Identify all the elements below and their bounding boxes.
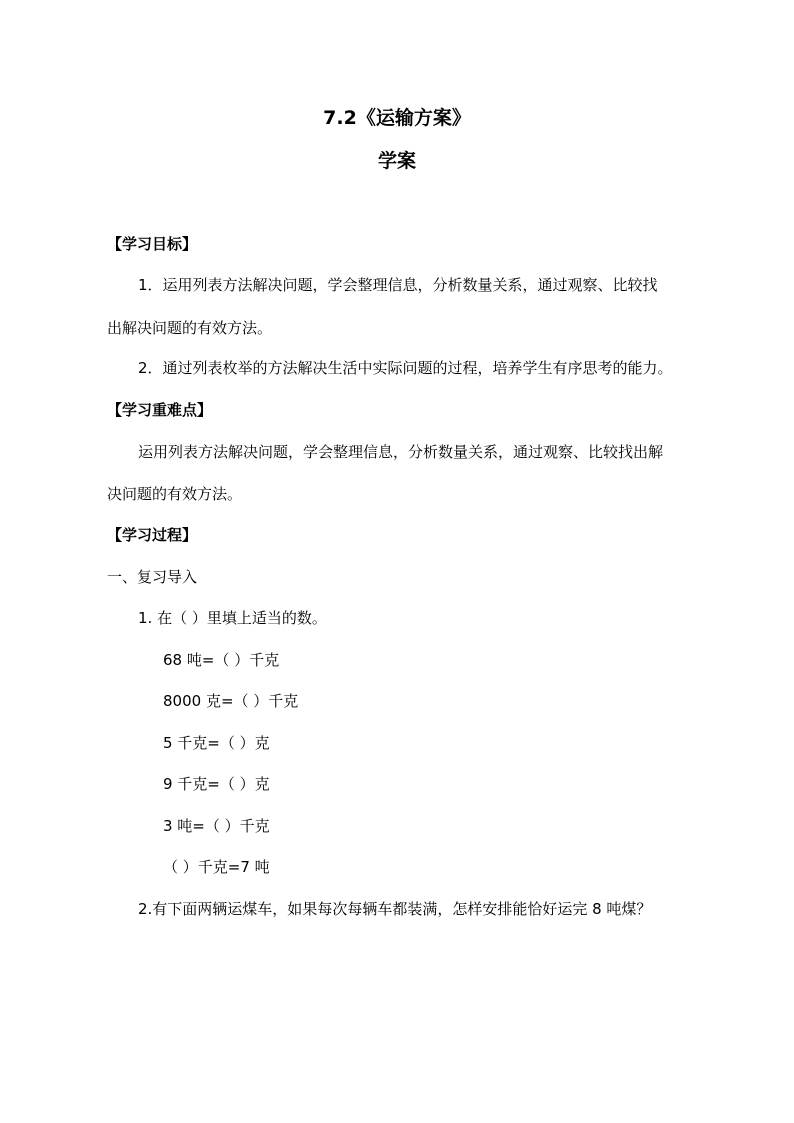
fill-item: 3 吨=（ ）千克 <box>163 817 270 835</box>
key-points-heading: 【学习重难点】 <box>107 401 213 419</box>
objective-1-line-1: 1．运用列表方法解决问题，学会整理信息，分析数量关系，通过观察、比较找 <box>138 276 658 294</box>
question-1: 1. 在（ ）里填上适当的数。 <box>138 609 327 627</box>
question-2: 2.有下面两辆运煤车，如果每次每辆车都装满，怎样安排能恰好运完 8 吨煤？ <box>138 900 652 918</box>
fill-item: （ ）千克=7 吨 <box>163 858 270 876</box>
fill-item: 68 吨=（ ）千克 <box>163 651 280 669</box>
key-points-line-1: 运用列表方法解决问题，学会整理信息，分析数量关系，通过观察、比较找出解 <box>138 443 664 461</box>
fill-item: 9 千克=（ ）克 <box>163 775 270 793</box>
process-heading: 【学习过程】 <box>107 526 198 544</box>
section-review-intro: 一、复习导入 <box>107 568 198 586</box>
key-points-line-2: 决问题的有效方法。 <box>107 485 243 503</box>
fill-item: 8000 克=（ ）千克 <box>163 692 299 710</box>
document-subtitle: 学案 <box>377 150 416 172</box>
objectives-heading: 【学习目标】 <box>107 235 198 253</box>
objective-2: 2．通过列表枚举的方法解决生活中实际问题的过程，培养学生有序思考的能力。 <box>138 359 673 377</box>
document-title: 7.2《运输方案》 <box>323 107 471 129</box>
fill-item: 5 千克=（ ）克 <box>163 734 270 752</box>
objective-1-line-2: 出解决问题的有效方法。 <box>107 319 273 337</box>
